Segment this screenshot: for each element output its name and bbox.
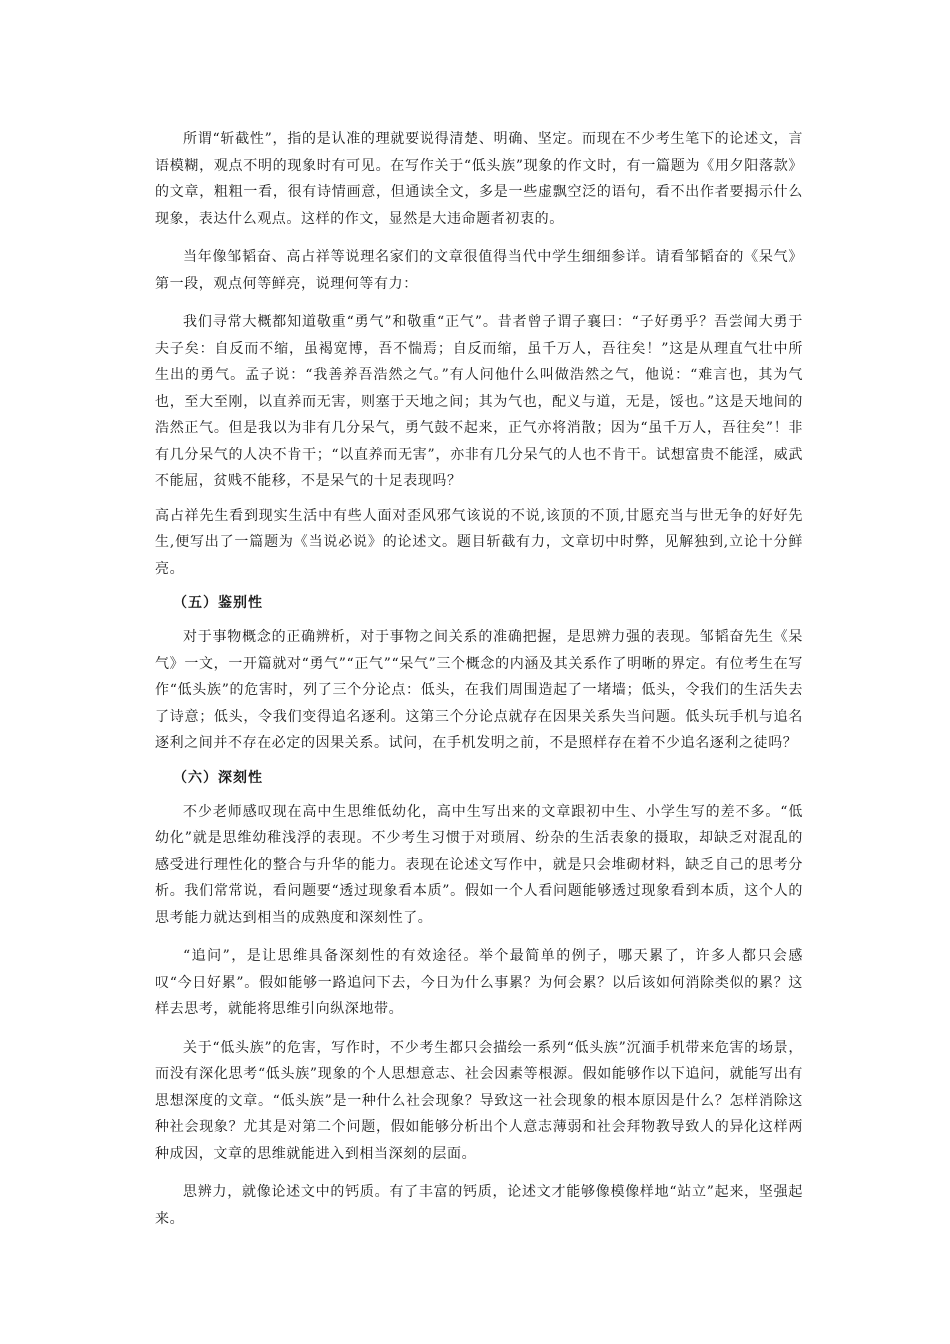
paragraph-decisiveness: 所谓“斩截性”，指的是认准的理就要说得清楚、明确、坚定。而现在不少考生笔下的论述文，言语模糊，观点不明的现象时有可见。在写作关于“低头族”现象的作文时，有一篇题为《用夕阳落款》的文章，粗粗一看，很有诗情画意，但通读全文，多是一些虚飘空泛的语句，看不出作者要揭示什么现象，表达什么观点。这样的作文，显然是大违命题者初衷的。 xyxy=(155,131,803,227)
paragraph-conclusion: 思辨力，就像论述文中的钙质。有了丰富的钙质，论述文才能够像模像样地“站立”起来，坚强起来。 xyxy=(155,1184,803,1227)
paragraph-depth: 不少老师感叹现在高中生思维低幼化，高中生写出来的文章跟初中生、小学生写的差不多。“低幼化”就是思维幼稚浅浮的表现。不少考生习惯于对琐屑、纷杂的生活表象的摄取，却缺乏对混乱的感受进行理性化的整合与升华的能力。表现在论述文写作中，就是只会堆砌材料，缺乏自己的思考分析。我们常常说，看问题要“透过现象看本质”。假如一个人看问题能够透过现象看到本质，这个人的思考能力就达到相当的成熟度和深刻性了。 xyxy=(155,803,803,926)
paragraph-masters-example: 当年像邹韬奋、高占祥等说理名家们的文章很值得当代中学生细细参详。请看邹韬奋的《呆气》第一段，观点何等鲜亮，说理何等有力： xyxy=(155,249,803,292)
section-heading-discrimination: （五）鉴别性 xyxy=(173,595,263,611)
section-heading-depth: （六）深刻性 xyxy=(173,769,263,786)
paragraph-gao-zhanxiang: 高占祥先生看到现实生活中有些人面对歪风邪气该说的不说,该顶的不顶,甘愿充当与世无争的好好先生,便写出了一篇题为《当说必说》的论述文。题目斩截有力，文章切中时弊，见解独到,立论十分鲜亮。 xyxy=(155,507,803,577)
document-body xyxy=(155,126,803,1232)
paragraph-questioning: “追问”，是让思维具备深刻性的有效途径。举个最简单的例子，哪天累了，许多人都只会感叹“今日好累”。假如能够一路追问下去，今日为什么事累？为何会累？以后该如何消除类似的累？这样去思考，就能将思维引向纵深地带。 xyxy=(155,948,803,1017)
paragraph-discrimination: 对于事物概念的正确辨析，对于事物之间关系的准确把握，是思辨力强的表现。邹韬奋先生《呆气》一文，一开篇就对“勇气”“正气”“呆气”三个概念的内涵及其关系作了明晰的界定。有位考生在写作“低头族”的危害时，列了三个分论点：低头，在我们周围造起了一堵墙；低头，令我们的生活失去了诗意；低头，令我们变得追名逐利。这第三个分论点就存在因果关系失当问题。低头玩手机与追名逐利之间并不存在必定的因果关系。试问，在手机发明之前，不是照样存在着不少追名逐利之徒吗？ xyxy=(155,629,803,751)
paragraph-head-down-tribe: 关于“低头族”的危害，写作时，不少考生都只会描绘一系列“低头族”沉湎手机带来危害的场景，而没有深化思考“低头族”现象的个人思想意志、社会因素等根源。假如能够作以下追问，就能写出有思想深度的文章。“低头族”是一种什么社会现象？导致这一社会现象的根本原因是什么？怎样消除这种社会现象？尤其是对第二个问题，假如能够分析出个人意志薄弱和社会拜物教导致人的异化这样两种成因，文章的思维就能进入到相当深刻的层面。 xyxy=(155,1039,803,1162)
paragraph-daiqi-quote: 我们寻常大概都知道敬重“勇气”和敬重“正气”。昔者曾子谓子襄曰：“子好勇乎？吾尝闻大勇于夫子矣：自反而不缩，虽褐宽博，吾不惴焉；自反而缩，虽千万人，吾往矣！”这是从理直气壮中所生出的勇气。孟子说：“我善养吾浩然之气。”有人问他什么叫做浩然之气，他说：“难言也，其为气也，至大至刚，以直养而无害，则塞于天地之间；其为气也，配义与道，无是，馁也。”这是天地间的浩然正气。但是我以为非有几分呆气，勇气鼓不起来，正气亦将消散；因为“虽千万人，吾往矣”！非有几分呆气的人决不肯干；“以直养而无害”，亦非有几分呆气的人也不肯干。试想富贵不能淫，威武不能屈，贫贱不能移，不是呆气的十足表现吗？ xyxy=(155,314,803,489)
